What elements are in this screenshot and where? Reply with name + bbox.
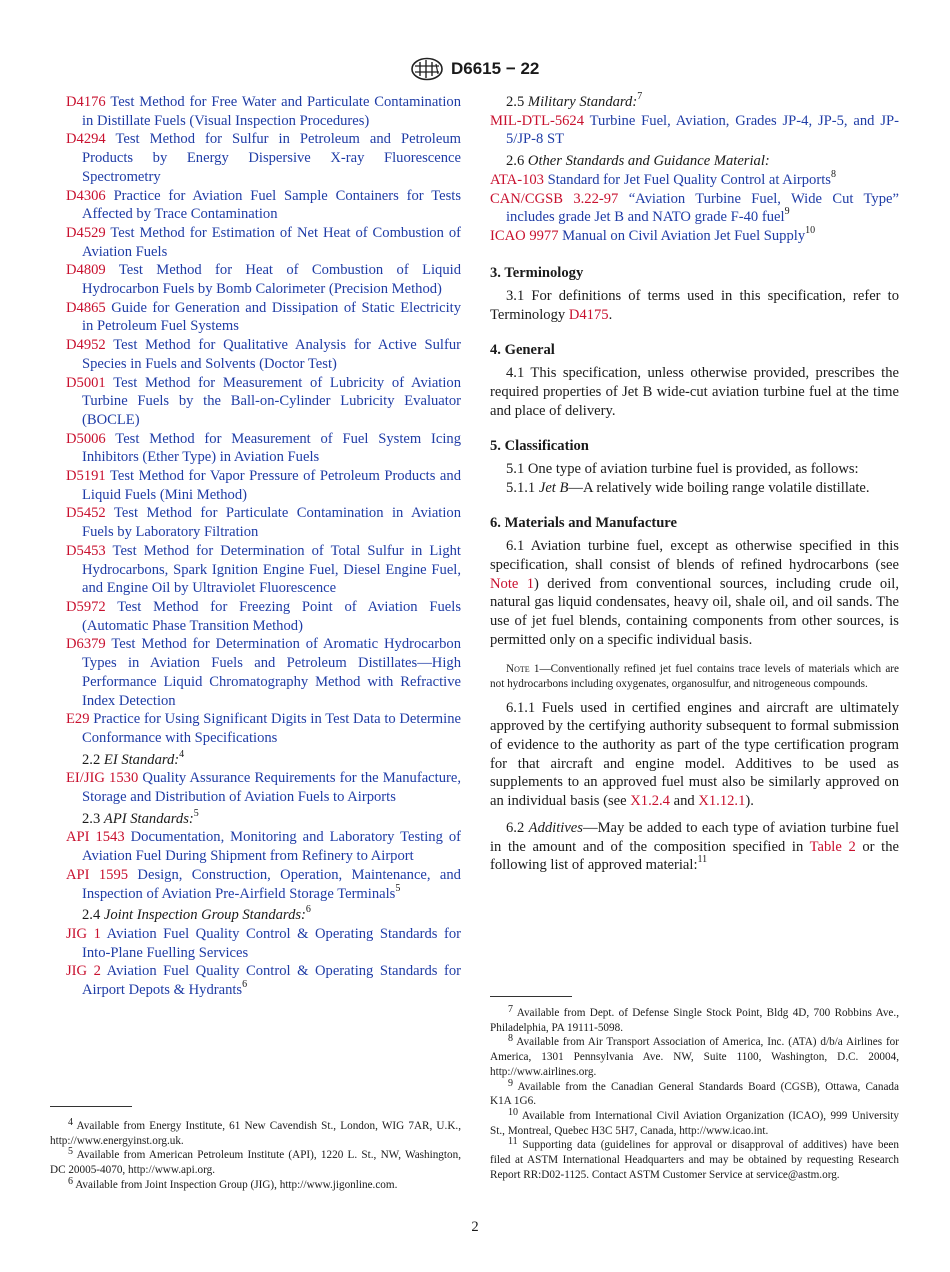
paragraph-text: ) derived from conventional sources, including crude oil, natural gas liquid condensates, heavy oil, shale oil, and oil sands. The use of jet fuel blends, containing components from other sources, is permitted only on a specific individual basis. bbox=[490, 575, 899, 648]
reference-item bbox=[66, 542, 461, 598]
reference-item bbox=[66, 261, 461, 298]
paragraph-text: and bbox=[669, 793, 699, 810]
reference-title[interactable]: Practice for Aviation Fuel Sample Containers for Tests Affected by Trace Contamination bbox=[82, 187, 461, 223]
note-link[interactable]: Note 1 bbox=[490, 575, 535, 592]
reference-title[interactable]: Test Method for Estimation of Net Heat of Combustion of Aviation Fuels bbox=[82, 224, 461, 260]
standard-designation: D6615 − 22 bbox=[451, 59, 540, 78]
defined-term: Additives bbox=[528, 819, 583, 836]
reference-title[interactable]: Documentation, Monitoring and Laboratory Testing of Aviation Fuel During Shipment from Refinery to Airport bbox=[82, 829, 461, 865]
reference-code[interactable]: D4176 bbox=[66, 94, 106, 110]
reference-item bbox=[66, 925, 461, 962]
reference-code[interactable]: MIL-DTL-5624 bbox=[490, 112, 585, 129]
section-heading-api bbox=[66, 807, 461, 829]
section-title: API Standards: bbox=[103, 810, 194, 827]
reference-title[interactable]: Test Method for Particulate Contamination in Aviation Fuels by Laboratory Filtration bbox=[82, 505, 461, 541]
footnote bbox=[50, 1119, 461, 1148]
reference-title[interactable]: Standard for Jet Fuel Quality Control at Airports bbox=[547, 171, 831, 188]
footnote bbox=[50, 1175, 461, 1193]
reference-item bbox=[66, 430, 461, 467]
section-title: Military Standard: bbox=[527, 94, 638, 110]
reference-title[interactable]: Test Method for Qualitative Analysis for Active Sulfur Species in Fuels and Solvents (Doctor Test) bbox=[82, 337, 461, 372]
footnote-text: Available from Joint Inspection Group (JIG), http://www.jigonline.com. bbox=[75, 1178, 398, 1191]
section-heading-ei bbox=[66, 748, 461, 770]
footnote-number: 6 bbox=[68, 1175, 73, 1187]
section-number: 2.3 bbox=[82, 810, 101, 827]
reference-code[interactable]: API 1595 bbox=[66, 866, 129, 883]
reference-title[interactable]: Test Method for Freezing Point of Aviation Fuels (Automatic Phase Transition Method) bbox=[82, 598, 461, 634]
footnote-number: 11 bbox=[508, 1136, 518, 1148]
paragraph-text: 6.1.1 Fuels used in certified engines and aircraft are ultimately approved by the certifying authority subsequent to formal submission of evidence to the authority as part of the type certification program for that aircraft and engine model. Additives to be used as supplements to an approved fuel must also be similarly approved on an individual basis (see bbox=[490, 699, 899, 810]
section-number: 2.6 bbox=[506, 153, 525, 170]
reference-title[interactable]: “Aviation Turbine Fuel, Wide Cut Type” includes grade Jet B and NATO grade F-40 fuel bbox=[506, 190, 899, 226]
table-link[interactable]: Table 2 bbox=[809, 838, 856, 855]
footnote bbox=[490, 1106, 899, 1138]
reference-code[interactable]: D5001 bbox=[66, 374, 106, 391]
reference-code[interactable]: D5006 bbox=[66, 430, 106, 447]
reference-item bbox=[66, 299, 461, 336]
page-header bbox=[0, 57, 950, 85]
reference-item bbox=[66, 467, 461, 504]
reference-code[interactable]: D5453 bbox=[66, 542, 106, 559]
reference-title[interactable]: Guide for Generation and Dissipation of Static Electricity in Petroleum Fuel Systems bbox=[82, 299, 461, 335]
paragraph-6-1-1 bbox=[490, 699, 899, 811]
footnote-ref: 9 bbox=[784, 206, 790, 218]
footnote bbox=[490, 1035, 899, 1079]
section-number: 2.5 bbox=[506, 94, 525, 110]
reference-item bbox=[66, 224, 461, 261]
section-heading-military bbox=[490, 93, 899, 112]
astm-reference-list bbox=[66, 93, 461, 748]
reference-item bbox=[66, 93, 461, 130]
section-number: 2.4 bbox=[82, 907, 101, 924]
reference-code[interactable]: ICAO 9977 bbox=[490, 227, 559, 244]
section-number: 2.2 bbox=[82, 751, 101, 768]
reference-code[interactable]: D4809 bbox=[66, 262, 106, 279]
reference-title[interactable]: Test Method for Free Water and Particulate Contamination in Distillate Fuels (Visual Inspection Procedures) bbox=[82, 94, 462, 129]
footnote-number: 4 bbox=[68, 1117, 73, 1128]
section-heading-general: 4. General bbox=[490, 341, 555, 358]
left-column bbox=[66, 93, 461, 1000]
paragraph-text: ). bbox=[745, 793, 754, 810]
reference-code[interactable]: EI/JIG 1530 bbox=[66, 770, 139, 787]
appendix-link[interactable]: X1.12.1 bbox=[698, 793, 746, 810]
footnote-ref: 4 bbox=[179, 748, 185, 760]
footnote-ref: 5 bbox=[395, 882, 401, 894]
reference-code[interactable]: E29 bbox=[66, 711, 90, 728]
reference-item bbox=[66, 130, 461, 186]
note-text: 1—Conventionally refined jet fuel contains trace levels of materials which are not hydrocarbons including oxygenates, organosulfur, and nitrogeneous compounds. bbox=[490, 662, 899, 690]
footnote-ref: 5 bbox=[193, 807, 199, 819]
paragraph-text: 6.1 Aviation turbine fuel, except as otherwise specified in this specification, shall consist of blends of refined hydrocarbons (see bbox=[490, 538, 899, 574]
section-heading-materials: 6. Materials and Manufacture bbox=[490, 514, 677, 531]
section-heading-jig bbox=[66, 906, 461, 925]
paragraph-text: 3.1 For definitions of terms used in this specification, refer to Terminology bbox=[490, 288, 899, 324]
paragraph-number: 5.1.1 bbox=[506, 479, 539, 496]
reference-item bbox=[66, 504, 461, 541]
reference-item bbox=[66, 635, 461, 710]
footnote-ref: 6 bbox=[305, 904, 311, 916]
footnote-text: Available from the Canadian General Standards Board (CGSB), Ottawa, Canada K1A 1G6. bbox=[490, 1080, 899, 1108]
reference-title[interactable]: Manual on Civil Aviation Jet Fuel Supply bbox=[562, 227, 806, 244]
reference-code[interactable]: JIG 1 bbox=[66, 925, 101, 942]
section-title: Other Standards and Guidance Material: bbox=[527, 153, 770, 170]
reference-code[interactable]: D4529 bbox=[66, 224, 106, 241]
astm-logo-icon bbox=[409, 57, 445, 81]
footnote-text: Supporting data (guidelines for approval or disapproval of additives) have been filed at ASTM International Headquarters and may be obtained by requesting Research Report RR:D02-1125. Contact ASTM Customer Service at service@astm.org. bbox=[490, 1139, 899, 1181]
paragraph-3-1 bbox=[490, 287, 899, 324]
reference-code[interactable]: D5452 bbox=[66, 505, 106, 522]
paragraph-text: —A relatively wide boiling range volatile distillate. bbox=[568, 479, 870, 496]
section-heading-classification: 5. Classification bbox=[490, 437, 589, 454]
reference-title[interactable]: Turbine Fuel, Aviation, Grades JP-4, JP-5, and JP-5/JP-8 ST bbox=[506, 112, 899, 148]
footnote-number: 5 bbox=[68, 1146, 73, 1158]
reference-code[interactable]: D4865 bbox=[66, 299, 106, 316]
reference-title[interactable]: Test Method for Determination of Aromatic Hydrocarbon Types in Aviation Fuels and Petroleum Distillates—High Performance Liquid Chromatography Method with Refractive Index Detection bbox=[82, 636, 461, 709]
reference-item bbox=[490, 168, 899, 190]
section-heading-terminology: 3. Terminology bbox=[490, 264, 584, 281]
paragraph-text: —May be added to each type of aviation turbine fuel in the amount and of the composition specified in bbox=[490, 819, 900, 855]
reference-code[interactable]: CAN/CGSB 3.22-97 bbox=[490, 190, 619, 207]
reference-code[interactable]: D4952 bbox=[66, 337, 106, 354]
reference-item bbox=[66, 769, 461, 806]
reference-item bbox=[66, 598, 461, 635]
reference-title[interactable]: Test Method for Measurement of Lubricity of Aviation Turbine Fuels by the Ball-on-Cylinder Lubricity Evaluator (BOCLE) bbox=[82, 374, 461, 428]
footnote-number: 9 bbox=[508, 1077, 513, 1089]
section-title: Joint Inspection Group Standards: bbox=[103, 907, 306, 924]
section-heading-other bbox=[490, 152, 899, 171]
footnotes-left bbox=[50, 1106, 461, 1193]
paragraph-6-2 bbox=[490, 819, 899, 875]
reference-code[interactable]: ATA-103 bbox=[490, 171, 544, 188]
footnote-ref: 8 bbox=[830, 168, 836, 180]
footnote-number: 7 bbox=[508, 1004, 513, 1015]
footnote-ref: 11 bbox=[697, 854, 708, 866]
footnote-divider bbox=[50, 1106, 132, 1107]
reference-item bbox=[66, 187, 461, 224]
footnote bbox=[50, 1148, 461, 1177]
reference-item bbox=[66, 962, 461, 999]
reference-code[interactable]: D5191 bbox=[66, 468, 106, 485]
paragraph-4-1: 4.1 This specification, unless otherwise provided, prescribes the required properties of Jet B wide-cut aviation turbine fuel at the time and place of delivery. bbox=[490, 365, 899, 419]
reference-item bbox=[66, 866, 461, 903]
footnote-text: Available from Energy Institute, 61 New Cavendish St., London, WIG 7AR, U.K., http://www.energyinst.org.uk. bbox=[50, 1120, 461, 1147]
paragraph-text: or the following list of approved material: bbox=[490, 838, 899, 874]
reference-title[interactable]: Aviation Fuel Quality Control & Operating Standards for Into-Plane Fuelling Services bbox=[82, 925, 461, 961]
reference-item bbox=[66, 828, 461, 865]
appendix-link[interactable]: X1.2.4 bbox=[630, 793, 670, 810]
footnote-number: 8 bbox=[508, 1033, 513, 1045]
footnotes-right bbox=[490, 996, 899, 1182]
reference-item bbox=[490, 190, 899, 227]
paragraph-number: 6.2 bbox=[506, 819, 529, 836]
reference-item bbox=[490, 112, 899, 149]
reference-title[interactable]: Design, Construction, Operation, Maintenance, and Inspection of Aviation Pre-Airfield Storage Terminals bbox=[82, 866, 461, 902]
note-1 bbox=[490, 662, 899, 692]
paragraph-5-1: 5.1 One type of aviation turbine fuel is provided, as follows: bbox=[506, 461, 859, 478]
footnote bbox=[490, 1077, 899, 1109]
defined-term: Jet B bbox=[538, 479, 569, 496]
reference-code[interactable]: API 1543 bbox=[66, 829, 125, 846]
footnote-text: Available from Air Transport Association of America, Inc. (ATA) d/b/a Airlines for America, 1301 Pennsylvania Ave. NW, Suite 1100, Washington, D.C. 20004, http://www.airlines.org. bbox=[490, 1036, 899, 1078]
reference-code[interactable]: JIG 2 bbox=[66, 963, 101, 980]
right-column bbox=[490, 93, 899, 880]
footnote-number: 10 bbox=[508, 1106, 518, 1118]
footnote-divider bbox=[490, 996, 572, 997]
reference-title[interactable]: Aviation Fuel Quality Control & Operating Standards for Airport Depots & Hydrants bbox=[82, 963, 461, 999]
reference-code[interactable]: D4306 bbox=[66, 187, 106, 204]
reference-title[interactable]: Test Method for Vapor Pressure of Petroleum Products and Liquid Fuels (Mini Method) bbox=[82, 468, 461, 503]
footnote-text: Available from International Civil Aviation Organization (ICAO), 999 University St., Montreal, Quebec H3C 5H7, Canada, http://www.icao.int. bbox=[490, 1109, 899, 1137]
footnote bbox=[490, 1006, 899, 1035]
paragraph-5-1-1 bbox=[490, 479, 899, 498]
page-number: 2 bbox=[471, 1219, 479, 1235]
note-label: Note bbox=[506, 662, 530, 675]
reference-title[interactable]: Test Method for Measurement of Fuel System Icing Inhibitors (Ether Type) in Aviation Fuels bbox=[82, 430, 461, 466]
footnote bbox=[490, 1138, 899, 1182]
reference-title[interactable]: Test Method for Sulfur in Petroleum and Petroleum Products by Energy Dispersive X-ray Fluorescence Spectrometry bbox=[82, 131, 461, 185]
reference-title[interactable]: Quality Assurance Requirements for the Manufacture, Storage and Distribution of Aviation Fuels to Airports bbox=[82, 770, 461, 806]
footnote-ref: 10 bbox=[805, 224, 816, 236]
reference-item bbox=[66, 710, 461, 747]
reference-title[interactable]: Practice for Using Significant Digits in Test Data to Determine Conformance with Specifications bbox=[82, 711, 461, 746]
reference-code[interactable]: D4294 bbox=[66, 131, 106, 148]
reference-code[interactable]: D6379 bbox=[66, 636, 106, 653]
footnote-text: Available from American Petroleum Institute (API), 1220 L. St., NW, Washington, DC 20005-4070, http://www.api.org. bbox=[50, 1149, 461, 1177]
reference-item bbox=[66, 374, 461, 430]
reference-title[interactable]: Test Method for Heat of Combustion of Liquid Hydrocarbon Fuels by Bomb Calorimeter (Precision Method) bbox=[82, 262, 461, 298]
reference-item bbox=[490, 224, 899, 246]
footnote-ref: 7 bbox=[637, 91, 643, 102]
reference-title[interactable]: Test Method for Determination of Total Sulfur in Light Hydrocarbons, Spark Ignition Engine Fuel, Diesel Engine Fuel, and Engine Oil by Ultraviolet Fluorescence bbox=[82, 542, 461, 597]
paragraph-6-1 bbox=[490, 537, 899, 649]
reference-code[interactable]: D5972 bbox=[66, 598, 106, 615]
footnote-ref: 6 bbox=[242, 979, 248, 991]
section-title: EI Standard: bbox=[103, 751, 180, 768]
footnote-text: Available from Dept. of Defense Single Stock Point, Bldg 4D, 700 Robbins Ave., Philadelphia, PA 19111-5098. bbox=[490, 1007, 899, 1034]
paragraph-text: . bbox=[608, 307, 613, 324]
reference-item bbox=[66, 336, 461, 373]
cross-reference-link[interactable]: D4175 bbox=[568, 307, 609, 324]
